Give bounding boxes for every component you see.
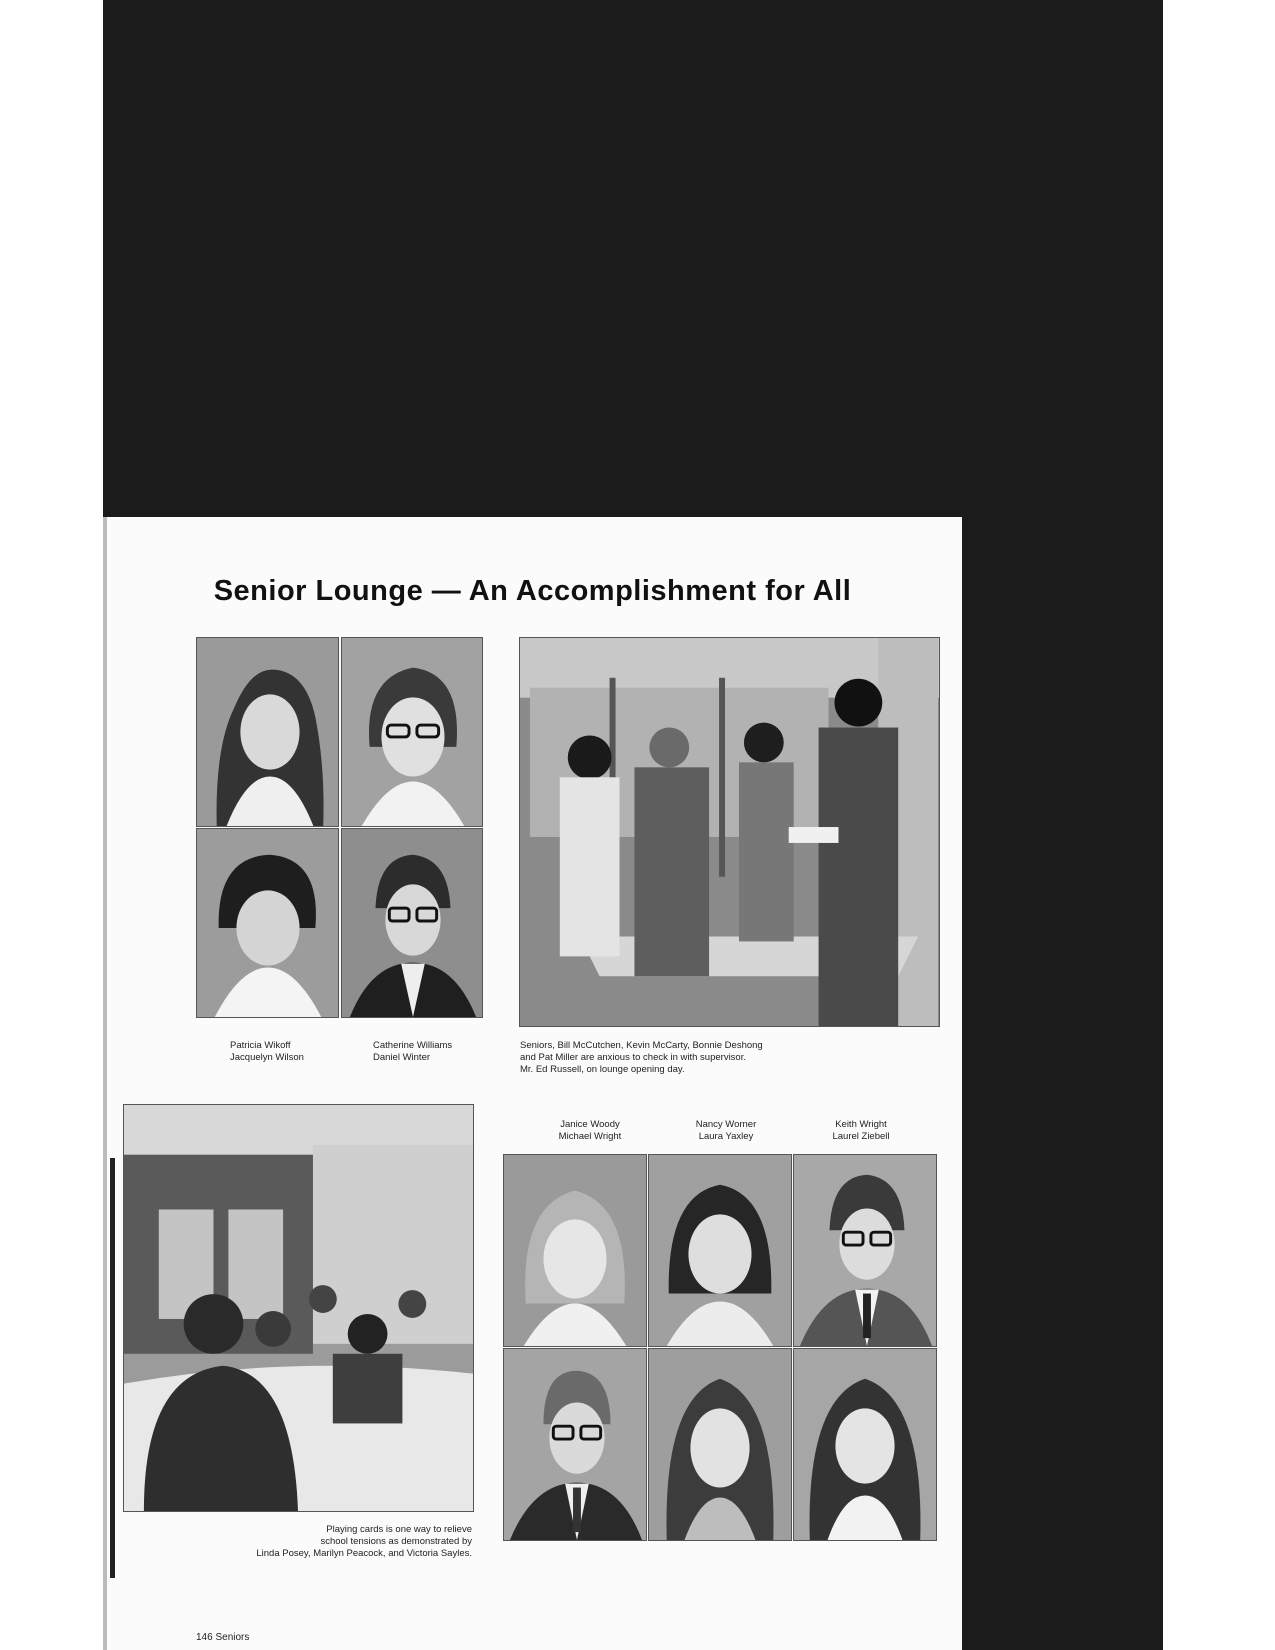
caption-line: Linda Posey, Marilyn Peacock, and Victoria Sayles.: [256, 1548, 472, 1559]
student-name: Jacquelyn Wilson: [230, 1052, 304, 1063]
portrait-photo-icon: [648, 1154, 792, 1347]
page-edge: [103, 517, 107, 1650]
photo-caption: [200, 1524, 472, 1560]
page-folio: 146 Seniors: [196, 1632, 250, 1643]
caption-line: Playing cards is one way to relieve: [326, 1524, 472, 1535]
name-list: [676, 1119, 776, 1143]
student-name: Patricia Wikoff: [230, 1040, 291, 1051]
dark-background-right: [962, 510, 1163, 1650]
photo-caption: [520, 1040, 763, 1076]
student-name: Daniel Winter: [373, 1052, 431, 1063]
caption-line: and Pat Miller are anxious to check in with supervisor.: [520, 1052, 746, 1063]
page-title: Senior Lounge — An Accomplishment for All: [213, 575, 852, 607]
binding-shadow: [110, 1158, 115, 1578]
student-name: Michael Wright: [558, 1131, 622, 1142]
student-name: Janice Woody: [560, 1119, 620, 1130]
portrait-photo-icon: [503, 1348, 647, 1541]
caption-line: Mr. Ed Russell, on lounge opening day.: [520, 1064, 685, 1075]
portrait-photo-icon: [793, 1154, 937, 1347]
student-name: Nancy Worner: [695, 1119, 757, 1130]
student-name: Keith Wright: [835, 1119, 887, 1130]
name-list: [811, 1119, 911, 1143]
name-list: [230, 1040, 304, 1064]
caption-line: school tensions as demonstrated by: [320, 1536, 472, 1547]
caption-line: Seniors, Bill McCutchen, Kevin McCarty, Bonnie Deshong: [520, 1040, 763, 1051]
student-name: Laurel Ziebell: [832, 1131, 890, 1142]
portrait-photo-icon: [503, 1154, 647, 1347]
portrait-photo-icon: [196, 828, 339, 1018]
student-name: Laura Yaxley: [698, 1131, 754, 1142]
name-list: [373, 1040, 452, 1064]
portrait-photo-icon: [341, 828, 483, 1018]
name-list: [540, 1119, 640, 1143]
portrait-photo-icon: [648, 1348, 792, 1541]
dark-background-top: [103, 0, 1163, 517]
group-photo-icon: [519, 637, 940, 1027]
portrait-photo-icon: [793, 1348, 937, 1541]
portrait-photo-icon: [196, 637, 339, 827]
portrait-photo-icon: [341, 637, 483, 827]
group-photo-icon: [123, 1104, 474, 1512]
student-name: Catherine Williams: [373, 1040, 453, 1051]
